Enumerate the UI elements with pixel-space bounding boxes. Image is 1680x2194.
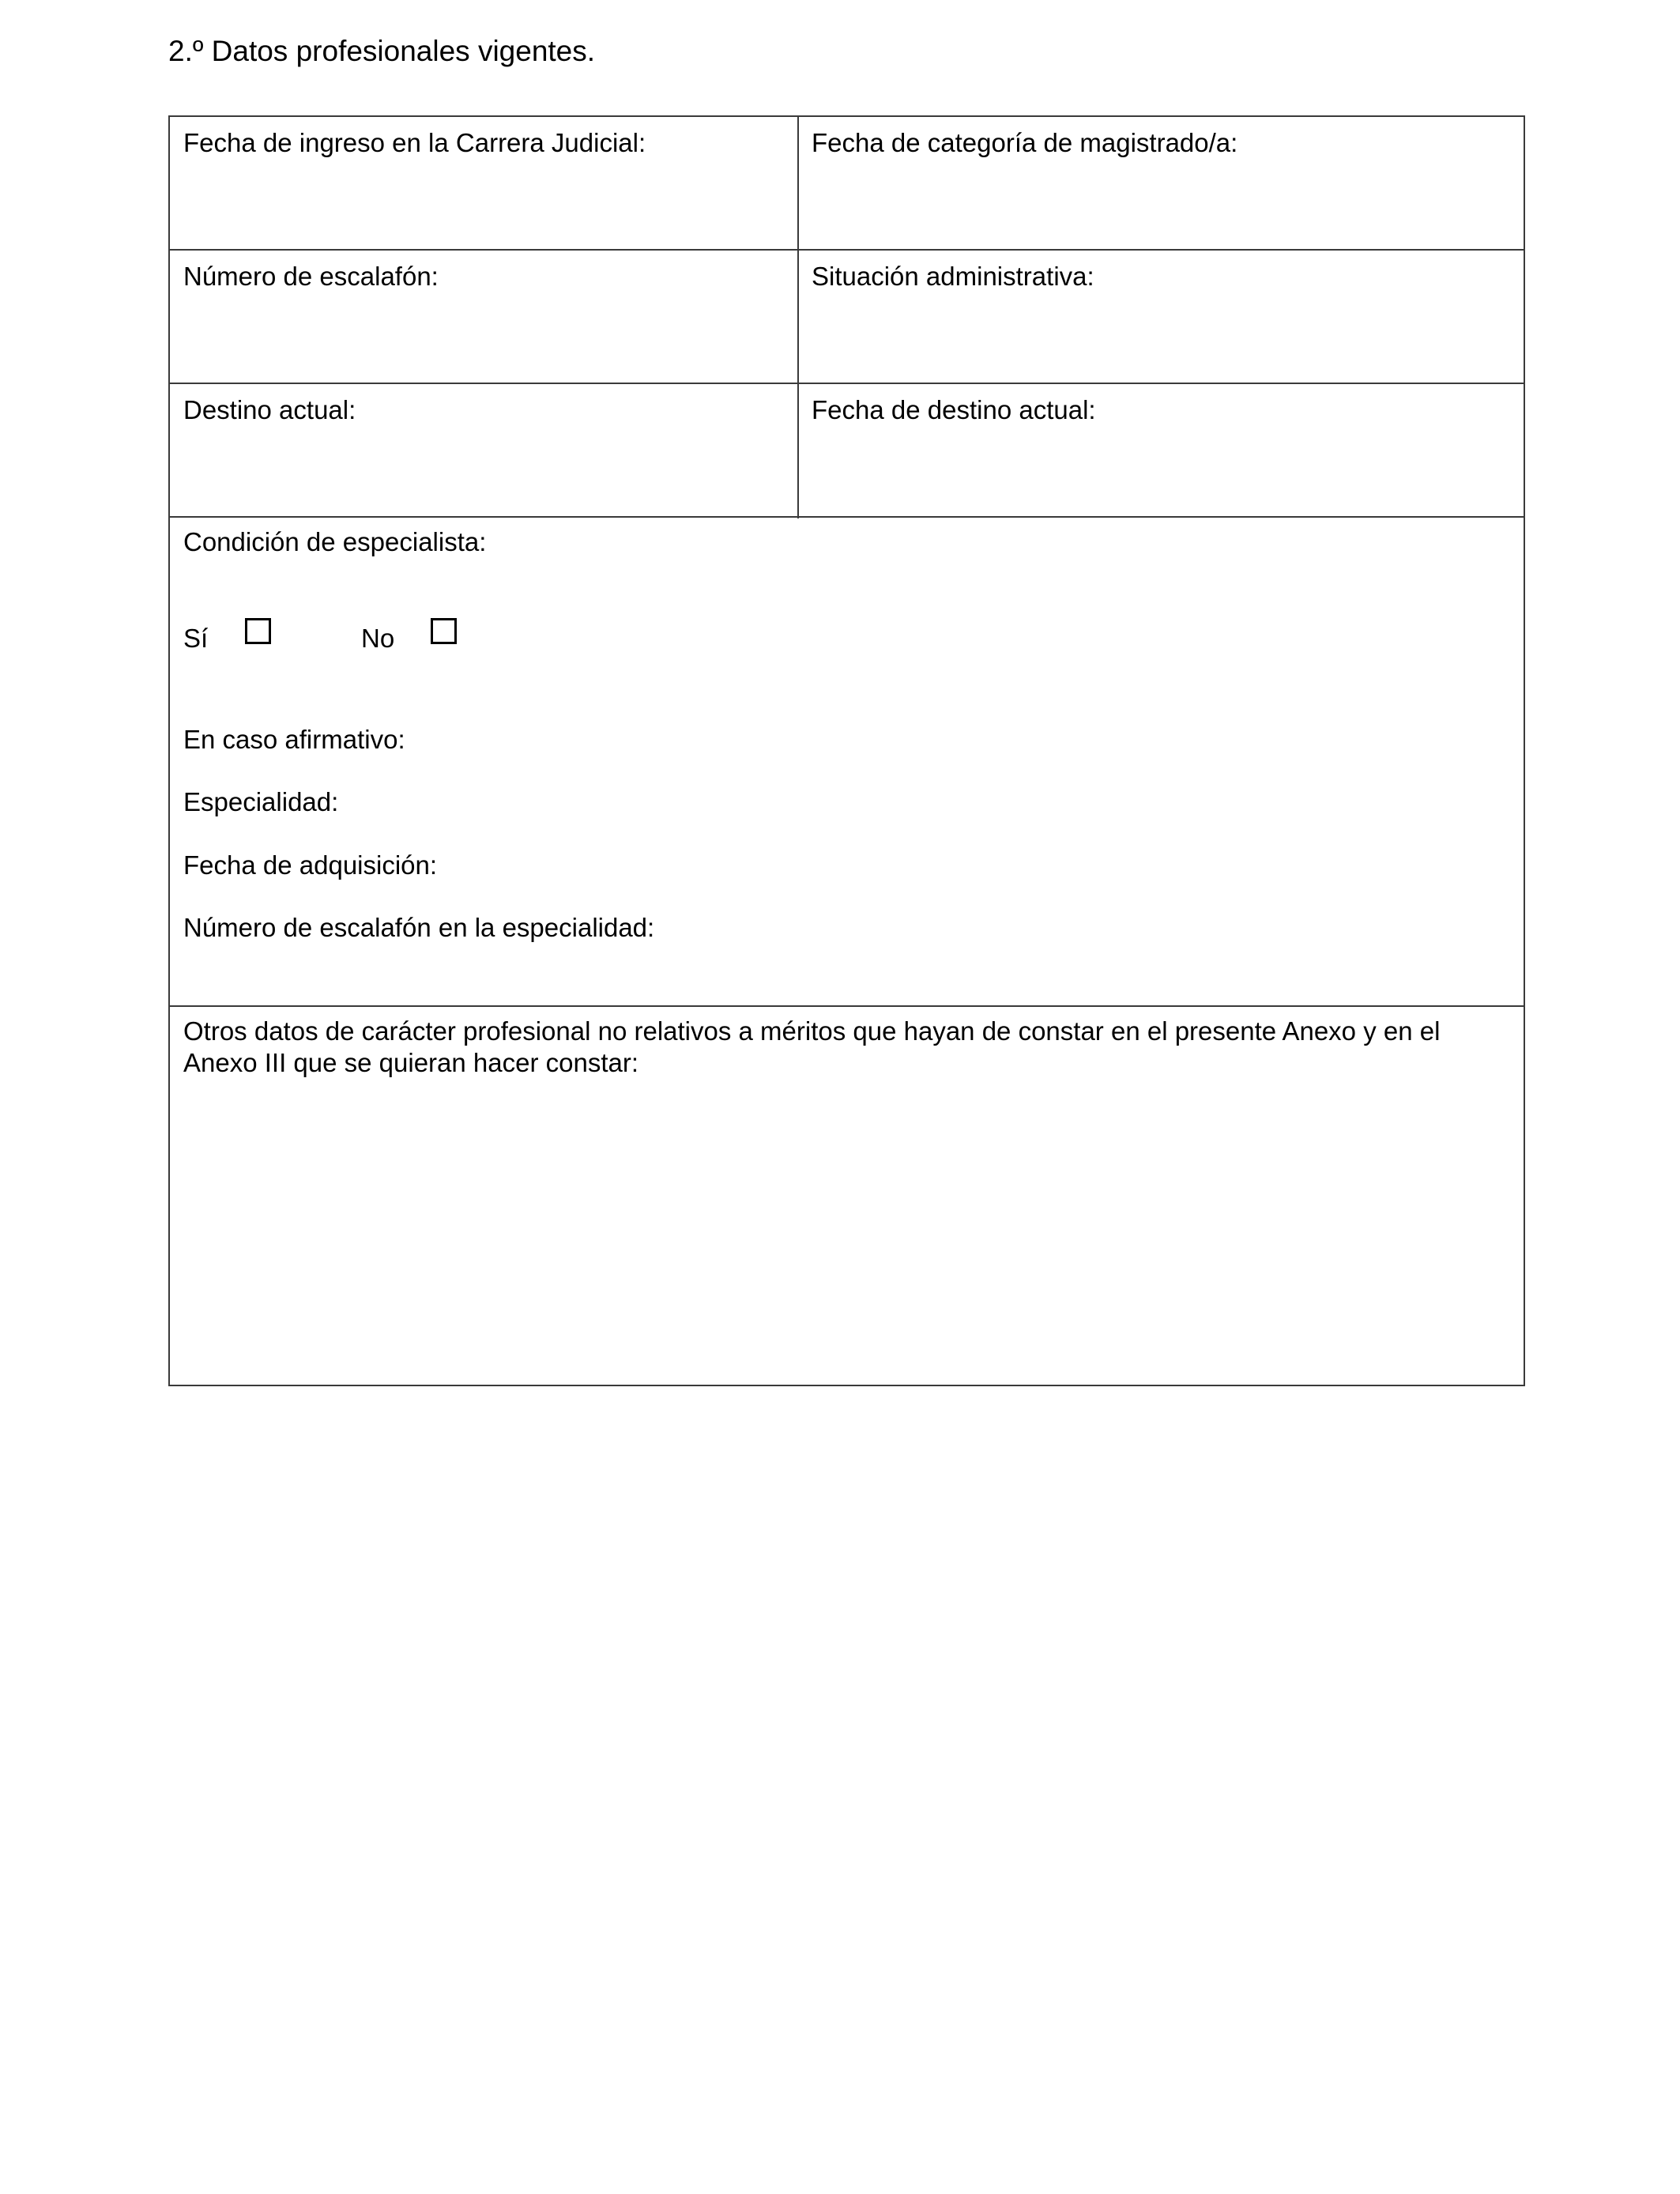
current-post-date-label: Fecha de destino actual:	[812, 395, 1096, 424]
section-title: 2.º Datos profesionales vigentes.	[168, 35, 596, 67]
current-post-label: Destino actual:	[183, 395, 356, 424]
column-divider	[797, 117, 799, 518]
magistrate-category-date-label: Fecha de categoría de magistrado/a:	[812, 128, 1238, 157]
no-checkbox[interactable]	[431, 618, 457, 644]
other-professional-data-label: Otros datos de carácter profesional no relativos a méritos que hayan de constar en el presente Anexo y en el Anexo III que se quieran hacer constar:	[183, 1016, 1441, 1077]
career-entry-date-label: Fecha de ingreso en la Carrera Judicial:	[183, 128, 646, 157]
specialty-label: Especialidad:	[183, 787, 339, 816]
yes-option-label: Sí	[183, 624, 209, 653]
affirmative-case-label: En caso afirmativo:	[183, 725, 405, 754]
specialist-condition-label: Condición de especialista:	[183, 527, 487, 556]
yes-checkbox[interactable]	[245, 618, 271, 644]
row-divider	[170, 1005, 1524, 1007]
specialty-rank-number-label: Número de escalafón en la especialidad:	[183, 913, 655, 942]
rank-number-label: Número de escalafón:	[183, 262, 439, 291]
administrative-status-label: Situación administrativa:	[812, 262, 1094, 291]
row-divider	[170, 383, 1524, 384]
no-option-label: No	[361, 624, 395, 653]
acquisition-date-label: Fecha de adquisición:	[183, 850, 438, 880]
row-divider	[170, 516, 1524, 518]
professional-data-form	[168, 115, 1525, 1386]
row-divider	[170, 249, 1524, 251]
